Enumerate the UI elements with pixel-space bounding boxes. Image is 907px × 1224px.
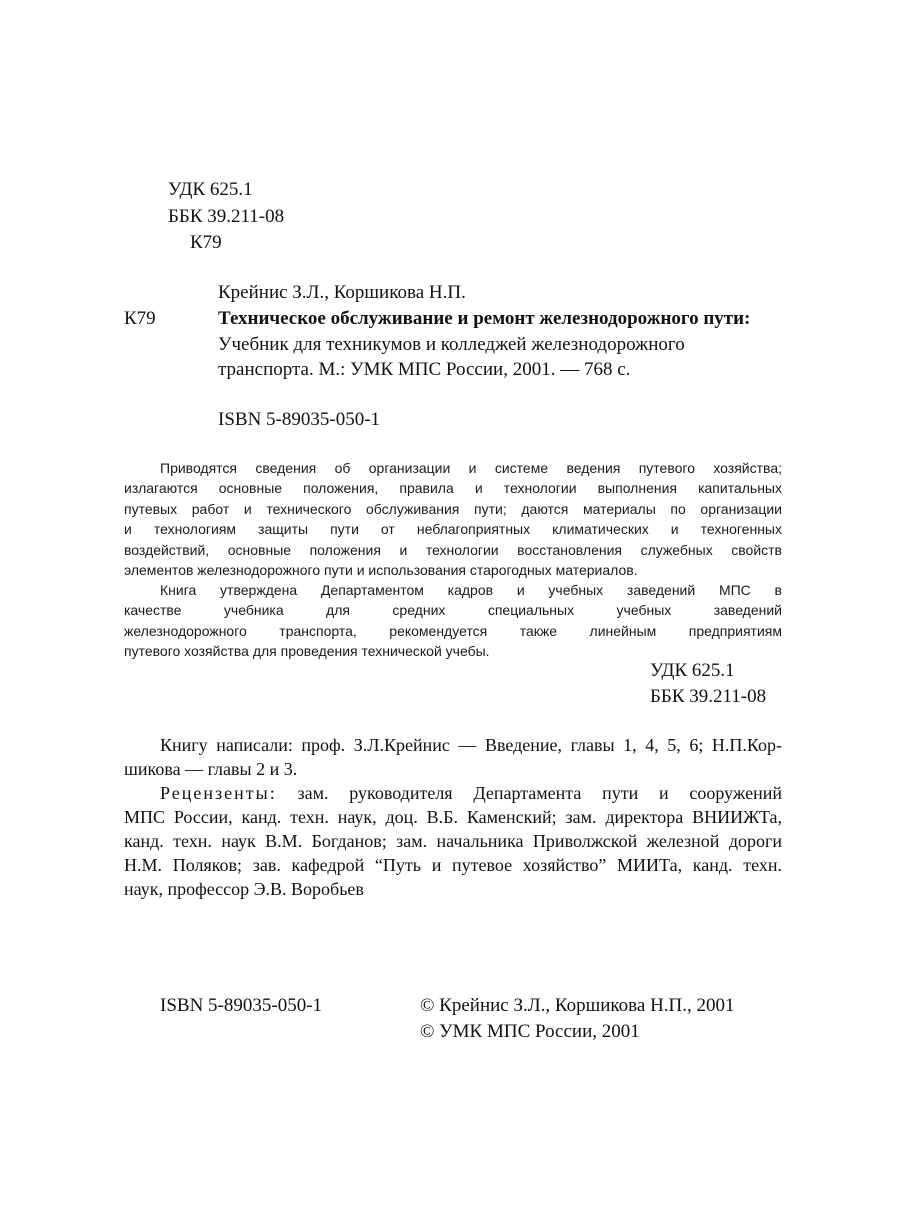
catalog-mark: К79 [124, 308, 156, 329]
annotation-paragraph-2 [124, 580, 782, 662]
reviewers-line: зам. руководителя Департамента пути и сооружений [297, 783, 782, 803]
authors-line: шикова — главы 2 и 3. [124, 759, 298, 779]
udk-code: УДК 625.1 [168, 179, 253, 200]
book-subtitle-line-2: транспорта. М.: УМК МПС России, 2001. — 768 с. [218, 359, 631, 380]
bbk-code: ББК 39.211-08 [168, 206, 285, 227]
reviewers-first-line [124, 781, 782, 805]
book-title: Техническое обслуживание и ремонт железнодорожного пути: [218, 308, 751, 329]
annotation-line: железнодорожного транспорта, рекомендуется также линейным предприятиям [124, 622, 782, 639]
reviewers-label: Рецензенты: [160, 783, 277, 803]
reviewers-line: канд. техн. наук В.М. Богданов; зам. начальника Приволжской железной дороги [124, 831, 782, 851]
authors-credits [124, 733, 782, 781]
annotation-bbk: ББК 39.211-08 [650, 686, 767, 707]
copyright-authors: © Крейнис З.Л., Коршикова Н.П., 2001 [420, 995, 735, 1016]
annotation-line: путевых работ и технического обслуживания пути; даются материалы по организации [124, 500, 782, 517]
catalog-authors: Крейнис З.Л., Коршикова Н.П. [218, 282, 466, 303]
annotation-paragraph-1 [124, 458, 782, 580]
annotation-line: элементов железнодорожного пути и использования старогодных материалов. [124, 562, 638, 579]
annotation-line: Книга утверждена Департаментом кадров и учебных заведений МПС в [160, 582, 782, 598]
footer-isbn: ISBN 5-89035-050-1 [160, 995, 323, 1016]
author-mark: К79 [190, 232, 222, 253]
reviewers [124, 781, 782, 901]
annotation-udk: УДК 625.1 [650, 660, 735, 681]
catalog-isbn: ISBN 5-89035-050-1 [218, 409, 381, 430]
annotation-line: Приводятся сведения об организации и системе ведения путевого хозяйства; [160, 460, 782, 476]
reviewers-line: Н.М. Поляков; зав. кафедрой “Путь и путевое хозяйство” МИИТа, канд. техн. [124, 855, 782, 875]
annotation-line: излагаются основные положения, правила и технологии выполнения капитальных [124, 480, 782, 497]
copyright-publisher: © УМК МПС России, 2001 [420, 1021, 640, 1042]
book-subtitle-line-1: Учебник для техникумов и колледжей железнодорожного [218, 334, 685, 355]
authors-line: Книгу написали: проф. З.Л.Крейнис — Введение, главы 1, 4, 5, 6; Н.П.Кор- [160, 735, 782, 755]
annotation-line: качестве учебника для средних специальных учебных заведений [124, 602, 782, 619]
annotation-line: путевого хозяйства для проведения технической учебы. [124, 643, 490, 660]
annotation-line: воздействий, основные положения и технологии восстановления служебных свойств [124, 541, 782, 558]
reviewers-line: МПС России, канд. техн. наук, доц. В.Б. Каменский; зам. директора ВНИИЖТа, [124, 807, 782, 827]
annotation-line: и технологиям защиты пути от неблагоприятных климатических и техногенных [124, 521, 782, 538]
reviewers-line: наук, профессор Э.В. Воробьев [124, 879, 364, 899]
